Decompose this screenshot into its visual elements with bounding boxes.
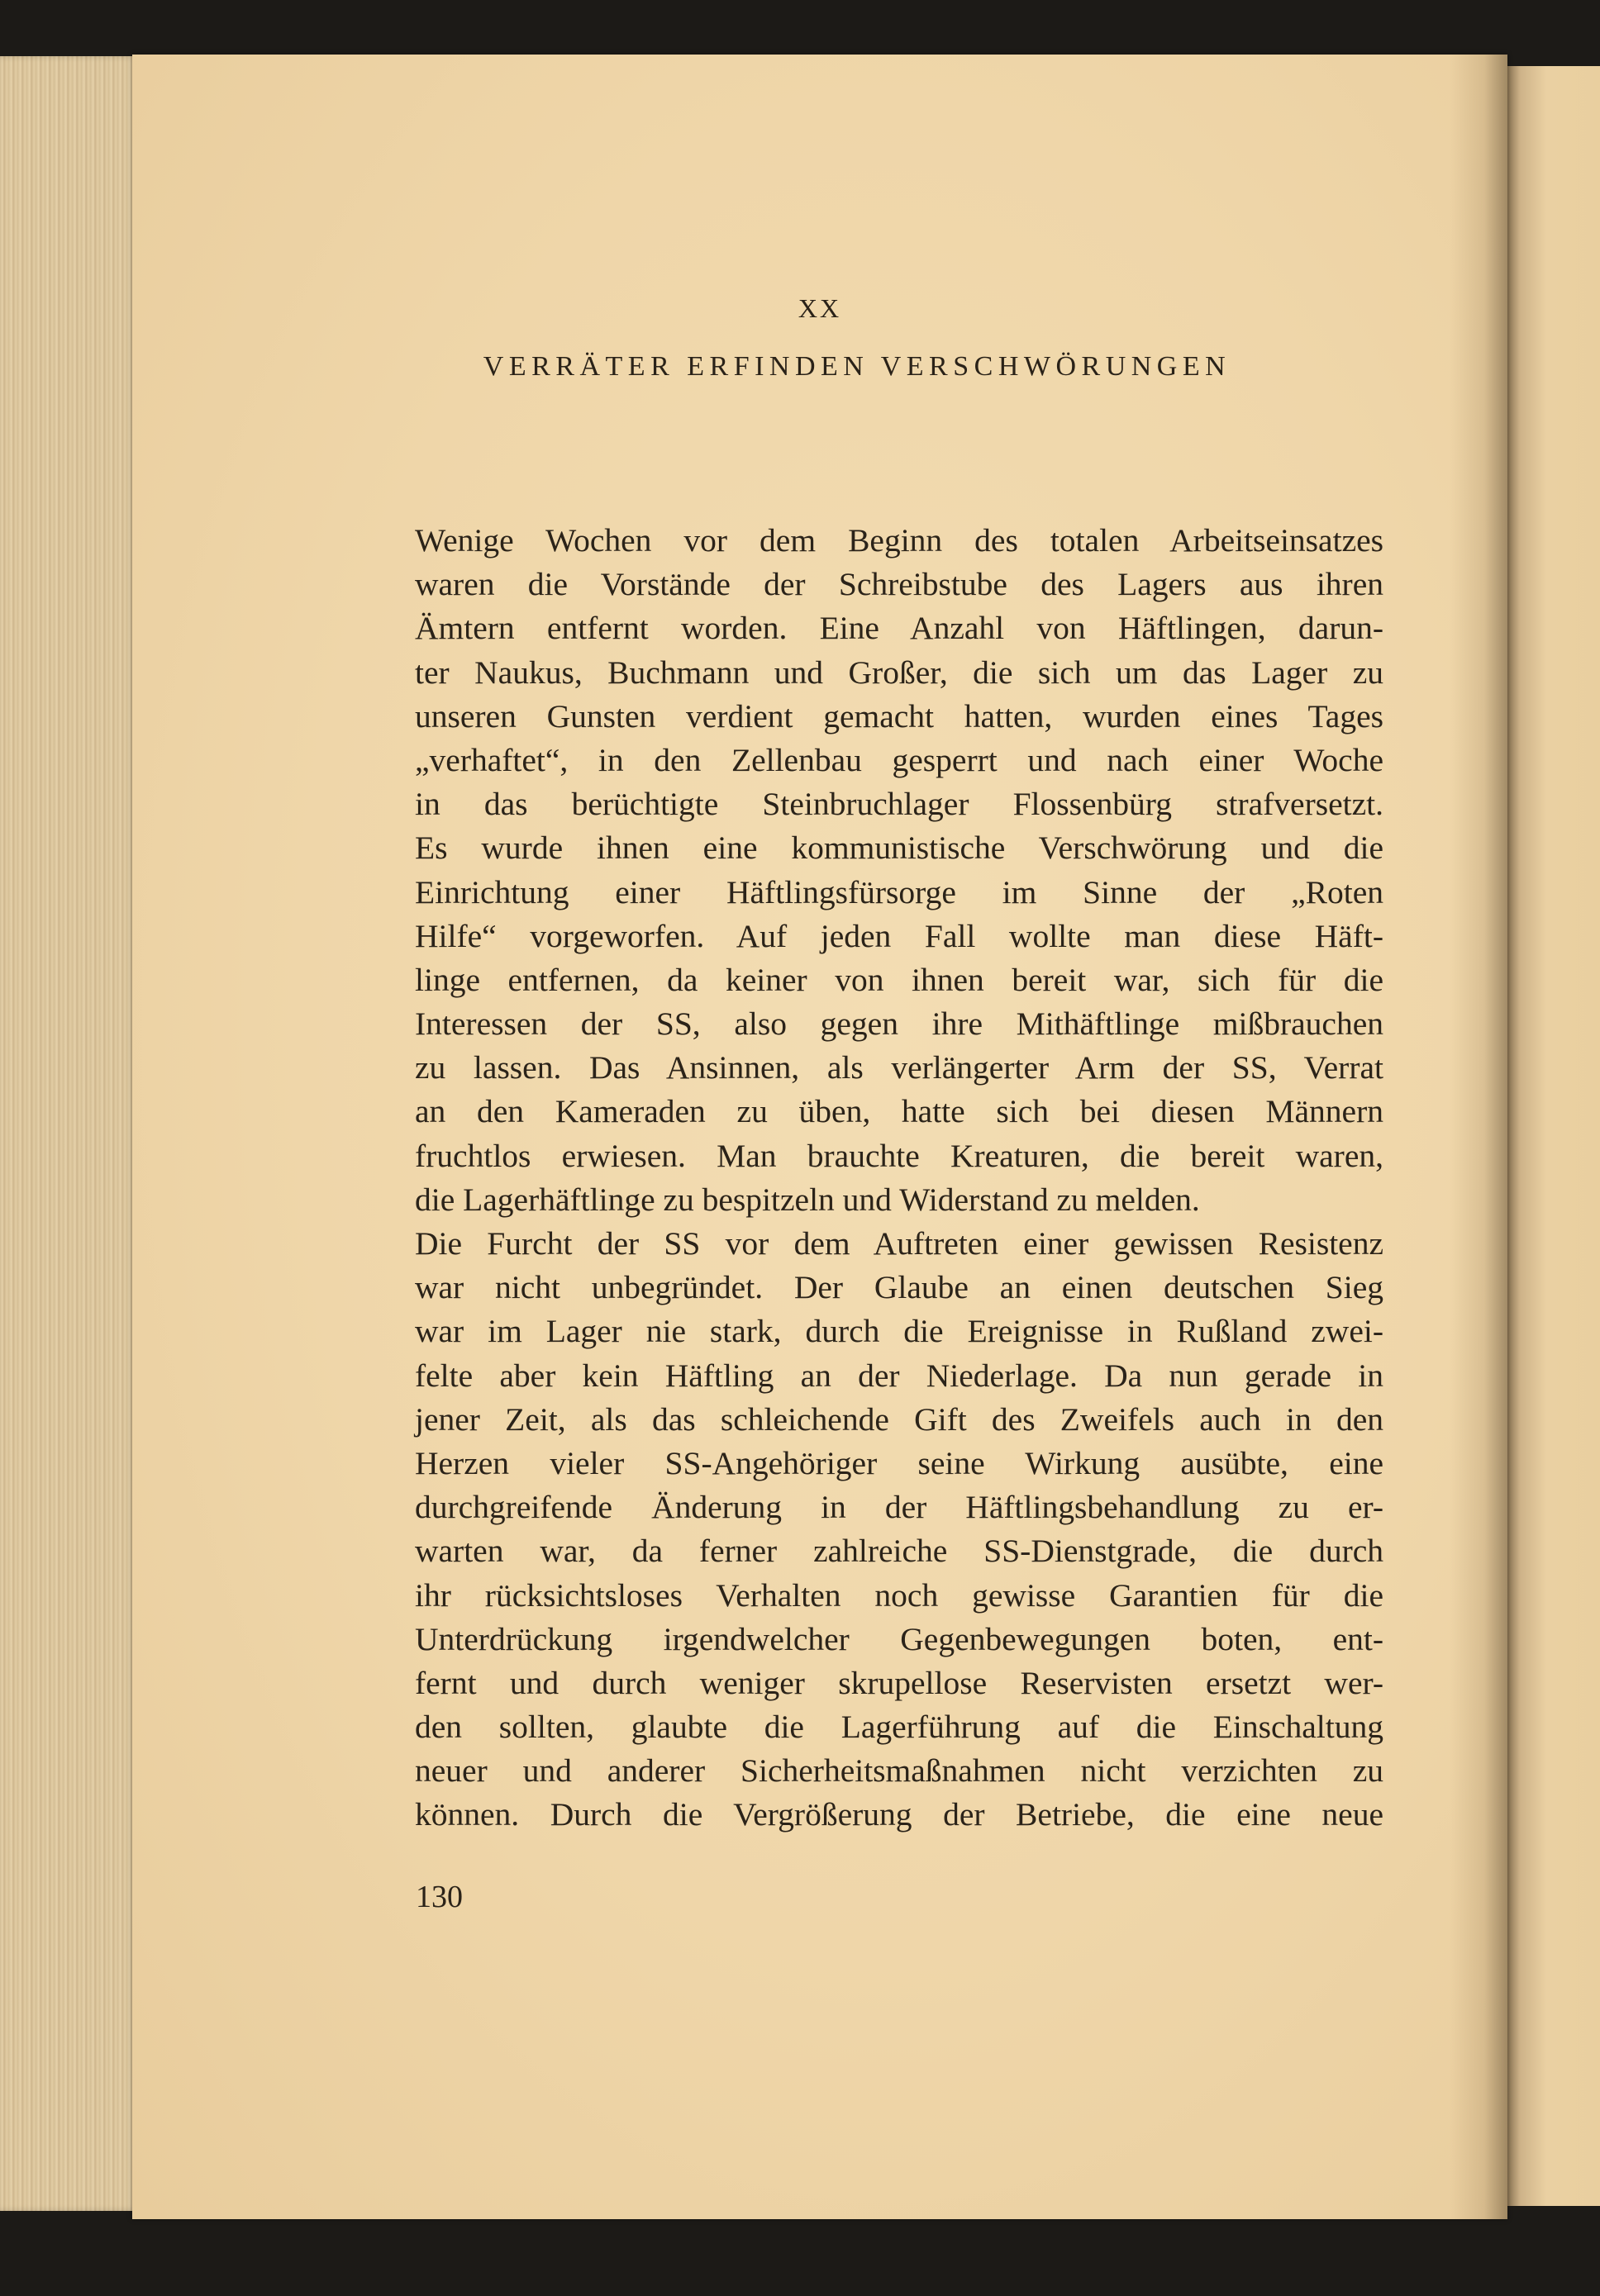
text-line: ihr rücksichtsloses Verhalten noch gewisse Garantien für die: [415, 1576, 1383, 1614]
chapter-title: VERRÄTER ERFINDEN VERSCHWÖRUNGEN: [483, 351, 1231, 382]
text-line: fernt und durch weniger skrupellose Reservisten ersetzt wer-: [415, 1664, 1383, 1701]
text-line: zu lassen. Das Ansinnen, als verlängerter Arm der SS, Verrat: [415, 1049, 1383, 1086]
text-line: Interessen der SS, also gegen ihre Mithäftlinge mißbrauchen: [415, 1005, 1383, 1043]
text-line: jener Zeit, als das schleichende Gift des Zweifels auch in den: [415, 1400, 1383, 1438]
text-line: Unterdrückung irgendwelcher Gegenbewegungen boten, ent-: [415, 1620, 1383, 1657]
text-line: war im Lager nie stark, durch die Ereignisse in Rußland zwei-: [415, 1313, 1383, 1350]
page-number: 130: [416, 1880, 463, 1914]
body-text: [415, 519, 1383, 1837]
text-line: neuer und anderer Sicherheitsmaßnahmen nicht verzichten zu: [415, 1752, 1383, 1790]
text-line: felte aber kein Häftling an der Niederlage. Da nun gerade in: [415, 1357, 1383, 1394]
text-line: in das berüchtigte Steinbruchlager Flossenbürg strafversetzt.: [415, 786, 1383, 823]
text-line: unseren Gunsten verdient gemacht hatten, wurden eines Tages: [415, 697, 1383, 734]
text-line: Einrichtung einer Häftlingsfürsorge im Sinne der „Roten: [415, 873, 1383, 910]
text-line: Hilfe“ vorgeworfen. Auf jeden Fall wollte man diese Häft-: [415, 917, 1383, 954]
text-line: ter Naukus, Buchmann und Großer, die sich um das Lager zu: [415, 654, 1383, 691]
text-line: durchgreifende Änderung in der Häftlingsbehandlung zu er-: [415, 1489, 1383, 1526]
facing-page: [1502, 66, 1600, 2206]
text-line: Herzen vieler SS-Angehöriger seine Wirkung ausübte, eine: [415, 1444, 1383, 1481]
text-line: Wenige Wochen vor dem Beginn des totalen Arbeitseinsatzes: [415, 522, 1383, 559]
text-line: können. Durch die Vergrößerung der Betriebe, die eine neue: [415, 1796, 1383, 1833]
text-line: waren die Vorstände der Schreibstube des Lagers aus ihren: [415, 566, 1383, 603]
text-line: Ämtern entfernt worden. Eine Anzahl von Häftlingen, darun-: [415, 610, 1383, 647]
text-line: linge entfernen, da keiner von ihnen bereit war, sich für die: [415, 961, 1383, 998]
text-line: war nicht unbegründet. Der Glaube an einen deutschen Sieg: [415, 1269, 1383, 1306]
chapter-number: XX: [798, 293, 842, 323]
text-line: „verhaftet“, in den Zellenbau gesperrt und nach einer Woche: [415, 741, 1383, 778]
text-line: den sollten, glaubte die Lagerführung auf die Einschaltung: [415, 1709, 1383, 1746]
text-line: die Lagerhäftlinge zu bespitzeln und Widerstand zu melden.: [415, 1181, 1200, 1218]
text-line: an den Kameraden zu üben, hatte sich bei diesen Männern: [415, 1093, 1383, 1130]
text-line: Die Furcht der SS vor dem Auftreten einer gewissen Resistenz: [415, 1225, 1383, 1262]
text-line: Es wurde ihnen eine kommunistische Verschwörung und die: [415, 830, 1383, 867]
text-line: warten war, da ferner zahlreiche SS-Dienstgrade, die durch: [415, 1533, 1383, 1570]
stacked-page-edges: [0, 56, 140, 2211]
text-line: fruchtlos erwiesen. Man brauchte Kreaturen, die bereit waren,: [415, 1137, 1383, 1174]
